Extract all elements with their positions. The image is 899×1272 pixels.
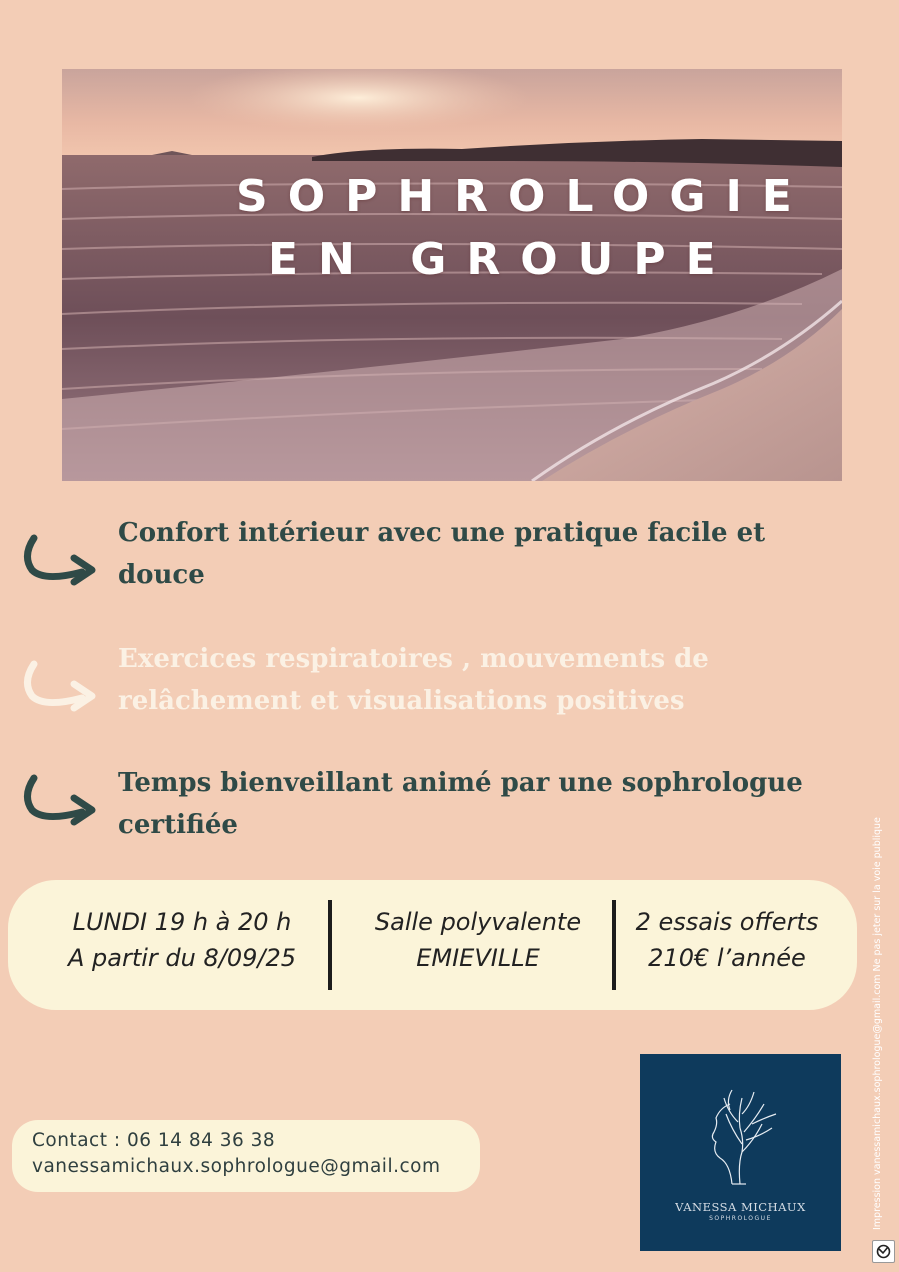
bullet-text-2: Exercices respiratoires , mouvements de relâchement et visualisations positives bbox=[118, 644, 709, 716]
bullet-text-3: Temps bienveillant animé par une sophrologue certifiée bbox=[118, 768, 803, 840]
hero-title-line2: EN GROUPE bbox=[268, 234, 736, 285]
pricing-info bbox=[622, 904, 832, 976]
recycle-icon bbox=[872, 1240, 895, 1263]
annual-price: 210€ l’année bbox=[648, 944, 806, 972]
hero-image bbox=[62, 69, 842, 481]
tree-head-icon bbox=[702, 1084, 780, 1192]
divider bbox=[612, 900, 616, 990]
schedule-start-date: A partir du 8/09/25 bbox=[67, 944, 297, 972]
contact-phone: Contact : 06 14 84 36 38 bbox=[32, 1130, 276, 1151]
schedule-info bbox=[32, 904, 332, 976]
info-bar bbox=[8, 880, 857, 1010]
free-trials: 2 essais offerts bbox=[635, 908, 819, 936]
curved-arrow-icon bbox=[20, 766, 104, 826]
contact-box bbox=[12, 1120, 480, 1192]
bullet-item-2 bbox=[20, 638, 870, 728]
schedule-day: LUNDI 19 h à 20 h bbox=[72, 908, 292, 936]
bullet-item-3 bbox=[20, 762, 870, 852]
curved-arrow-icon bbox=[20, 652, 104, 712]
location-info bbox=[343, 904, 613, 976]
logo-subtitle: SOPHROLOGUE bbox=[709, 1215, 772, 1222]
hero-title-line1: SOPHROLOGIE bbox=[236, 171, 812, 222]
bullet-text-1: Confort intérieur avec une pratique facile et douce bbox=[118, 518, 766, 590]
logo bbox=[640, 1054, 841, 1251]
location-town: EMIEVILLE bbox=[416, 944, 540, 972]
contact-email[interactable]: vanessamichaux.sophrologue@gmail.com bbox=[32, 1156, 441, 1177]
location-venue: Salle polyvalente bbox=[374, 908, 582, 936]
print-notice: Impression vanessamichaux.sophrologue@gmail.com Ne pas jeter sur la voie publique bbox=[872, 817, 883, 1230]
logo-name: VANESSA MICHAUX bbox=[675, 1200, 806, 1214]
bullet-item-1 bbox=[20, 512, 870, 602]
divider bbox=[328, 900, 332, 990]
curved-arrow-icon bbox=[20, 526, 104, 586]
